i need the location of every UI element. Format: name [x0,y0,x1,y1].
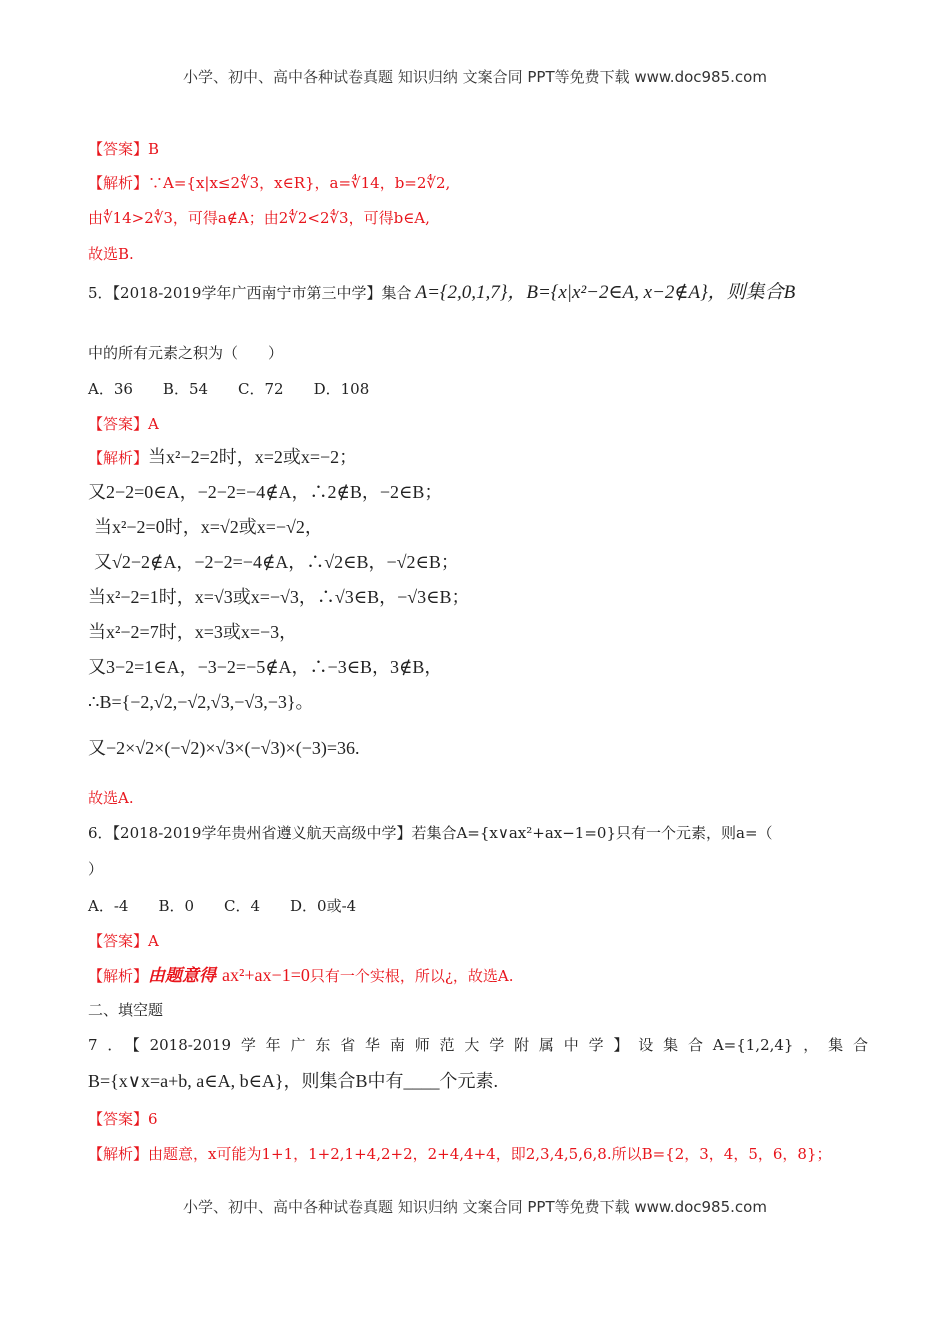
section-fill-in-title: 二、填空题 [88,1001,164,1019]
q5-stem-line-2: 中的所有元素之积为（ ） [88,344,284,362]
page-header: 小学、初中、高中各种试卷真题 知识归纳 文案合同 PPT等免费下载 www.doc985.com [183,68,767,86]
q6-stem-line-2: ） [88,860,104,878]
q5-analysis-line-9: 又−2×√2×(−√2)×√3×(−√3)×(−3)=36. [88,738,360,758]
answer-value: A [148,932,159,950]
q5-analysis-line-7: 又3−2=1∈A，−3−2=−5∉A，∴−3∈B，3∉B， [88,657,443,677]
answer-value: B [148,140,160,158]
analysis-tag: 【解析】 [88,967,149,985]
analysis-tag: 【解析】 [88,1145,149,1163]
answer-value: A [148,415,159,433]
q7-analysis [88,1144,868,1164]
analysis-text: 只有一个实根，所以¿，故选A. [309,967,514,985]
q7-stem-line-2 [88,1071,868,1092]
answer-tag: 【答案】 [88,932,149,950]
q5-analysis-line-8: ∴B={−2,√2,−√2,√3,−√3,−3}。 [88,692,314,712]
q6-answer [88,931,868,951]
q5-analysis-line-10: 故选A. [88,789,134,807]
q5-stem-text: 5．【2018-2019学年广西南宁市第三中学】集合 [88,284,412,302]
analysis-text: 由题意，x可能为1+1，1+2,1+4,2+2，2+4,4+4，即2,3,4,5,6,8.所以B={2，3，4，5，6，8}； [148,1145,832,1163]
q7-stem-line-1: 7．【2018-2019学年广东省华南师范大学附属中学】设集合A={1,2,4}，集合 [88,1036,868,1054]
q5-analysis-line-3: 当x²−2=0时，x=√2或x=−√2， [94,517,323,537]
q5-stem-math: A={2,0,1,7}，B={x|x²−2∈A, x−2∉A}，则集合B [415,282,796,303]
q5-analysis-line-5: 当x²−2=1时，x=√3或x=−√3，∴√3∈B，−√3∈B； [88,587,470,607]
q5-analysis-line-4: 又√2−2∉A，−2−2=−4∉A，∴√2∈B，−√2∈B； [94,552,459,572]
answer-tag: 【答案】 [88,415,149,433]
q4-analysis-line-1 [88,173,868,193]
q4-answer [88,139,868,159]
analysis-math: ax²+ax−1=0 [222,965,310,985]
analysis-tag: 【解析】 [88,449,149,467]
q4-analysis-line-2: 由∜14>2∜3，可得a∉A；由2∜2<2∜3，可得b∈A, [88,209,430,227]
q4-analysis-line-3: 故选B. [88,245,134,263]
q7-stem-math: B={x∨x=a+b, a∈A, b∈A}，则集合B中有____个元素. [88,1071,499,1091]
q5-answer [88,414,868,434]
q6-stem-line-1: 6．【2018-2019学年贵州省遵义航天高级中学】若集合A={x∨ax²+ax−1=0}只有一个元素，则a=（ [88,824,773,842]
q7-answer [88,1109,868,1129]
q6-analysis [88,965,868,986]
analysis-tag: 【解析】 [88,174,149,192]
page-footer: 小学、初中、高中各种试卷真题 知识归纳 文案合同 PPT等免费下载 www.doc985.com [183,1198,767,1216]
analysis-text: ∵A={x|x≤2∜3，x∈R}，a=∜14，b=2∜2, [148,174,451,192]
answer-tag: 【答案】 [88,1110,149,1128]
q6-options: A．-4 B．0 C．4 D．0或-4 [88,897,357,915]
q5-analysis-line-1 [88,447,868,468]
analysis-math: 当x²−2=2时，x=2或x=−2； [148,447,358,467]
answer-value: 6 [148,1110,158,1128]
q5-options: A．36 B．54 C．72 D．108 [88,380,370,398]
analysis-bold-text: 由题意得 [148,966,217,986]
q5-analysis-line-6: 当x²−2=7时，x=3或x=−3， [88,622,298,642]
answer-tag: 【答案】 [88,140,149,158]
q5-analysis-line-2: 又2−2=0∈A，−2−2=−4∉A，∴2∉B，−2∈B； [88,482,443,502]
q5-stem-line-1 [88,283,868,303]
